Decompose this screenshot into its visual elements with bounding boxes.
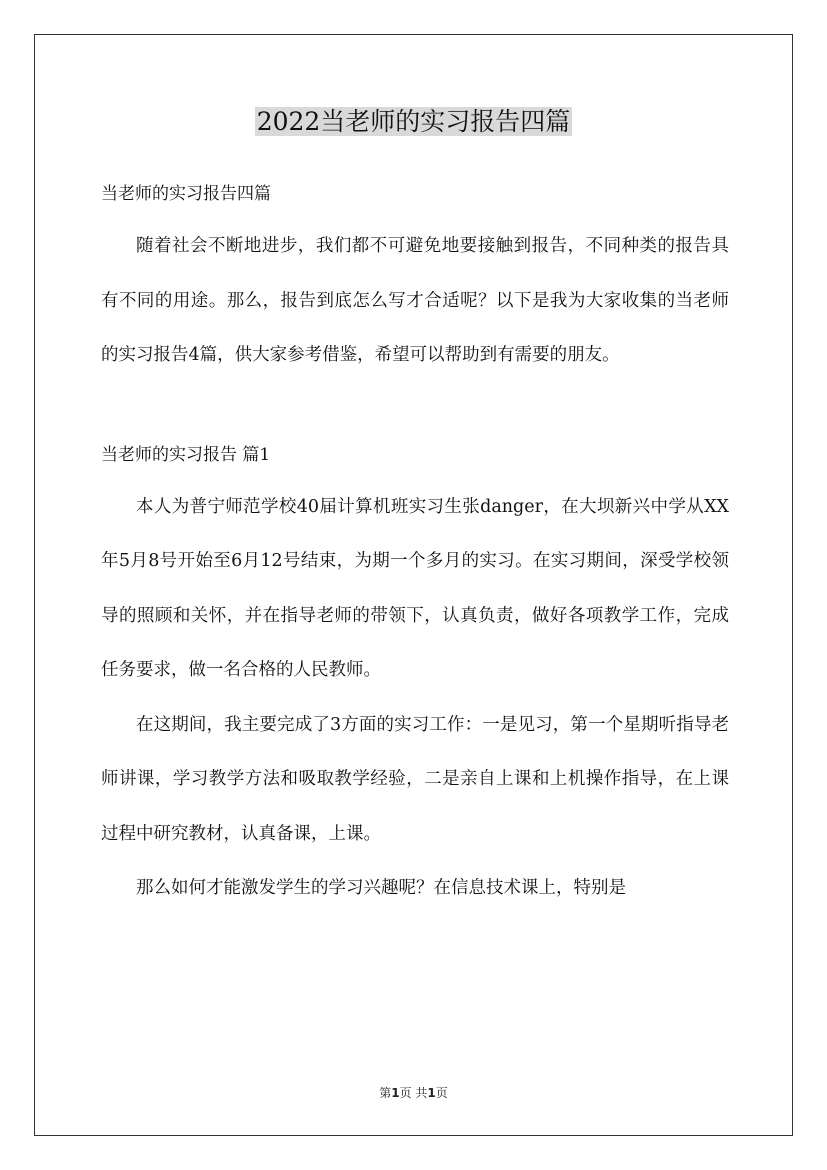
- page-total-number: 1: [427, 1086, 436, 1100]
- document-body: [101, 174, 729, 916]
- page-suffix: 页: [435, 1086, 448, 1100]
- intro-paragraph: 随着社会不断地进步，我们都不可避免地要接触到报告，不同种类的报告具有不同的用途。那么，报告到底怎么写才合适呢？以下是我为大家收集的当老师的实习报告4篇，供大家参考借鉴，希望可以帮助到有需要的朋友。: [101, 236, 729, 365]
- document-title-text: 2022当老师的实习报告四篇: [256, 107, 571, 136]
- body-paragraph: 那么如何才能激发学生的学习兴趣呢？在信息技术课上，特别是: [136, 878, 626, 898]
- document-title: [0, 104, 827, 140]
- page-mid: 页 共: [399, 1086, 428, 1100]
- body-paragraph: 本人为普宁师范学校40届计算机班实习生张danger，在大坝新兴中学从XX年5月8号开始至6月12号结束，为期一个多月的实习。在实习期间，深受学校领导的照顾和关怀，并在指导老师的带领下，认真负责，做好各项教学工作，完成任务要求，做一名合格的人民教师。: [101, 496, 729, 680]
- section-spacer: [101, 383, 729, 435]
- body-paragraph: 在这期间，我主要完成了3方面的实习工作：一是见习，第一个星期听指导老师讲课，学习教学方法和吸取教学经验，二是亲自上课和上机操作指导，在上课过程中研究教材，认真备课，上课。: [101, 714, 729, 844]
- section-heading: 当老师的实习报告 篇1: [101, 444, 271, 465]
- page-current-number: 1: [391, 1086, 400, 1100]
- page-footer: [0, 1085, 827, 1101]
- page-prefix: 第: [379, 1086, 392, 1100]
- document-subtitle: 当老师的实习报告四篇: [101, 184, 271, 204]
